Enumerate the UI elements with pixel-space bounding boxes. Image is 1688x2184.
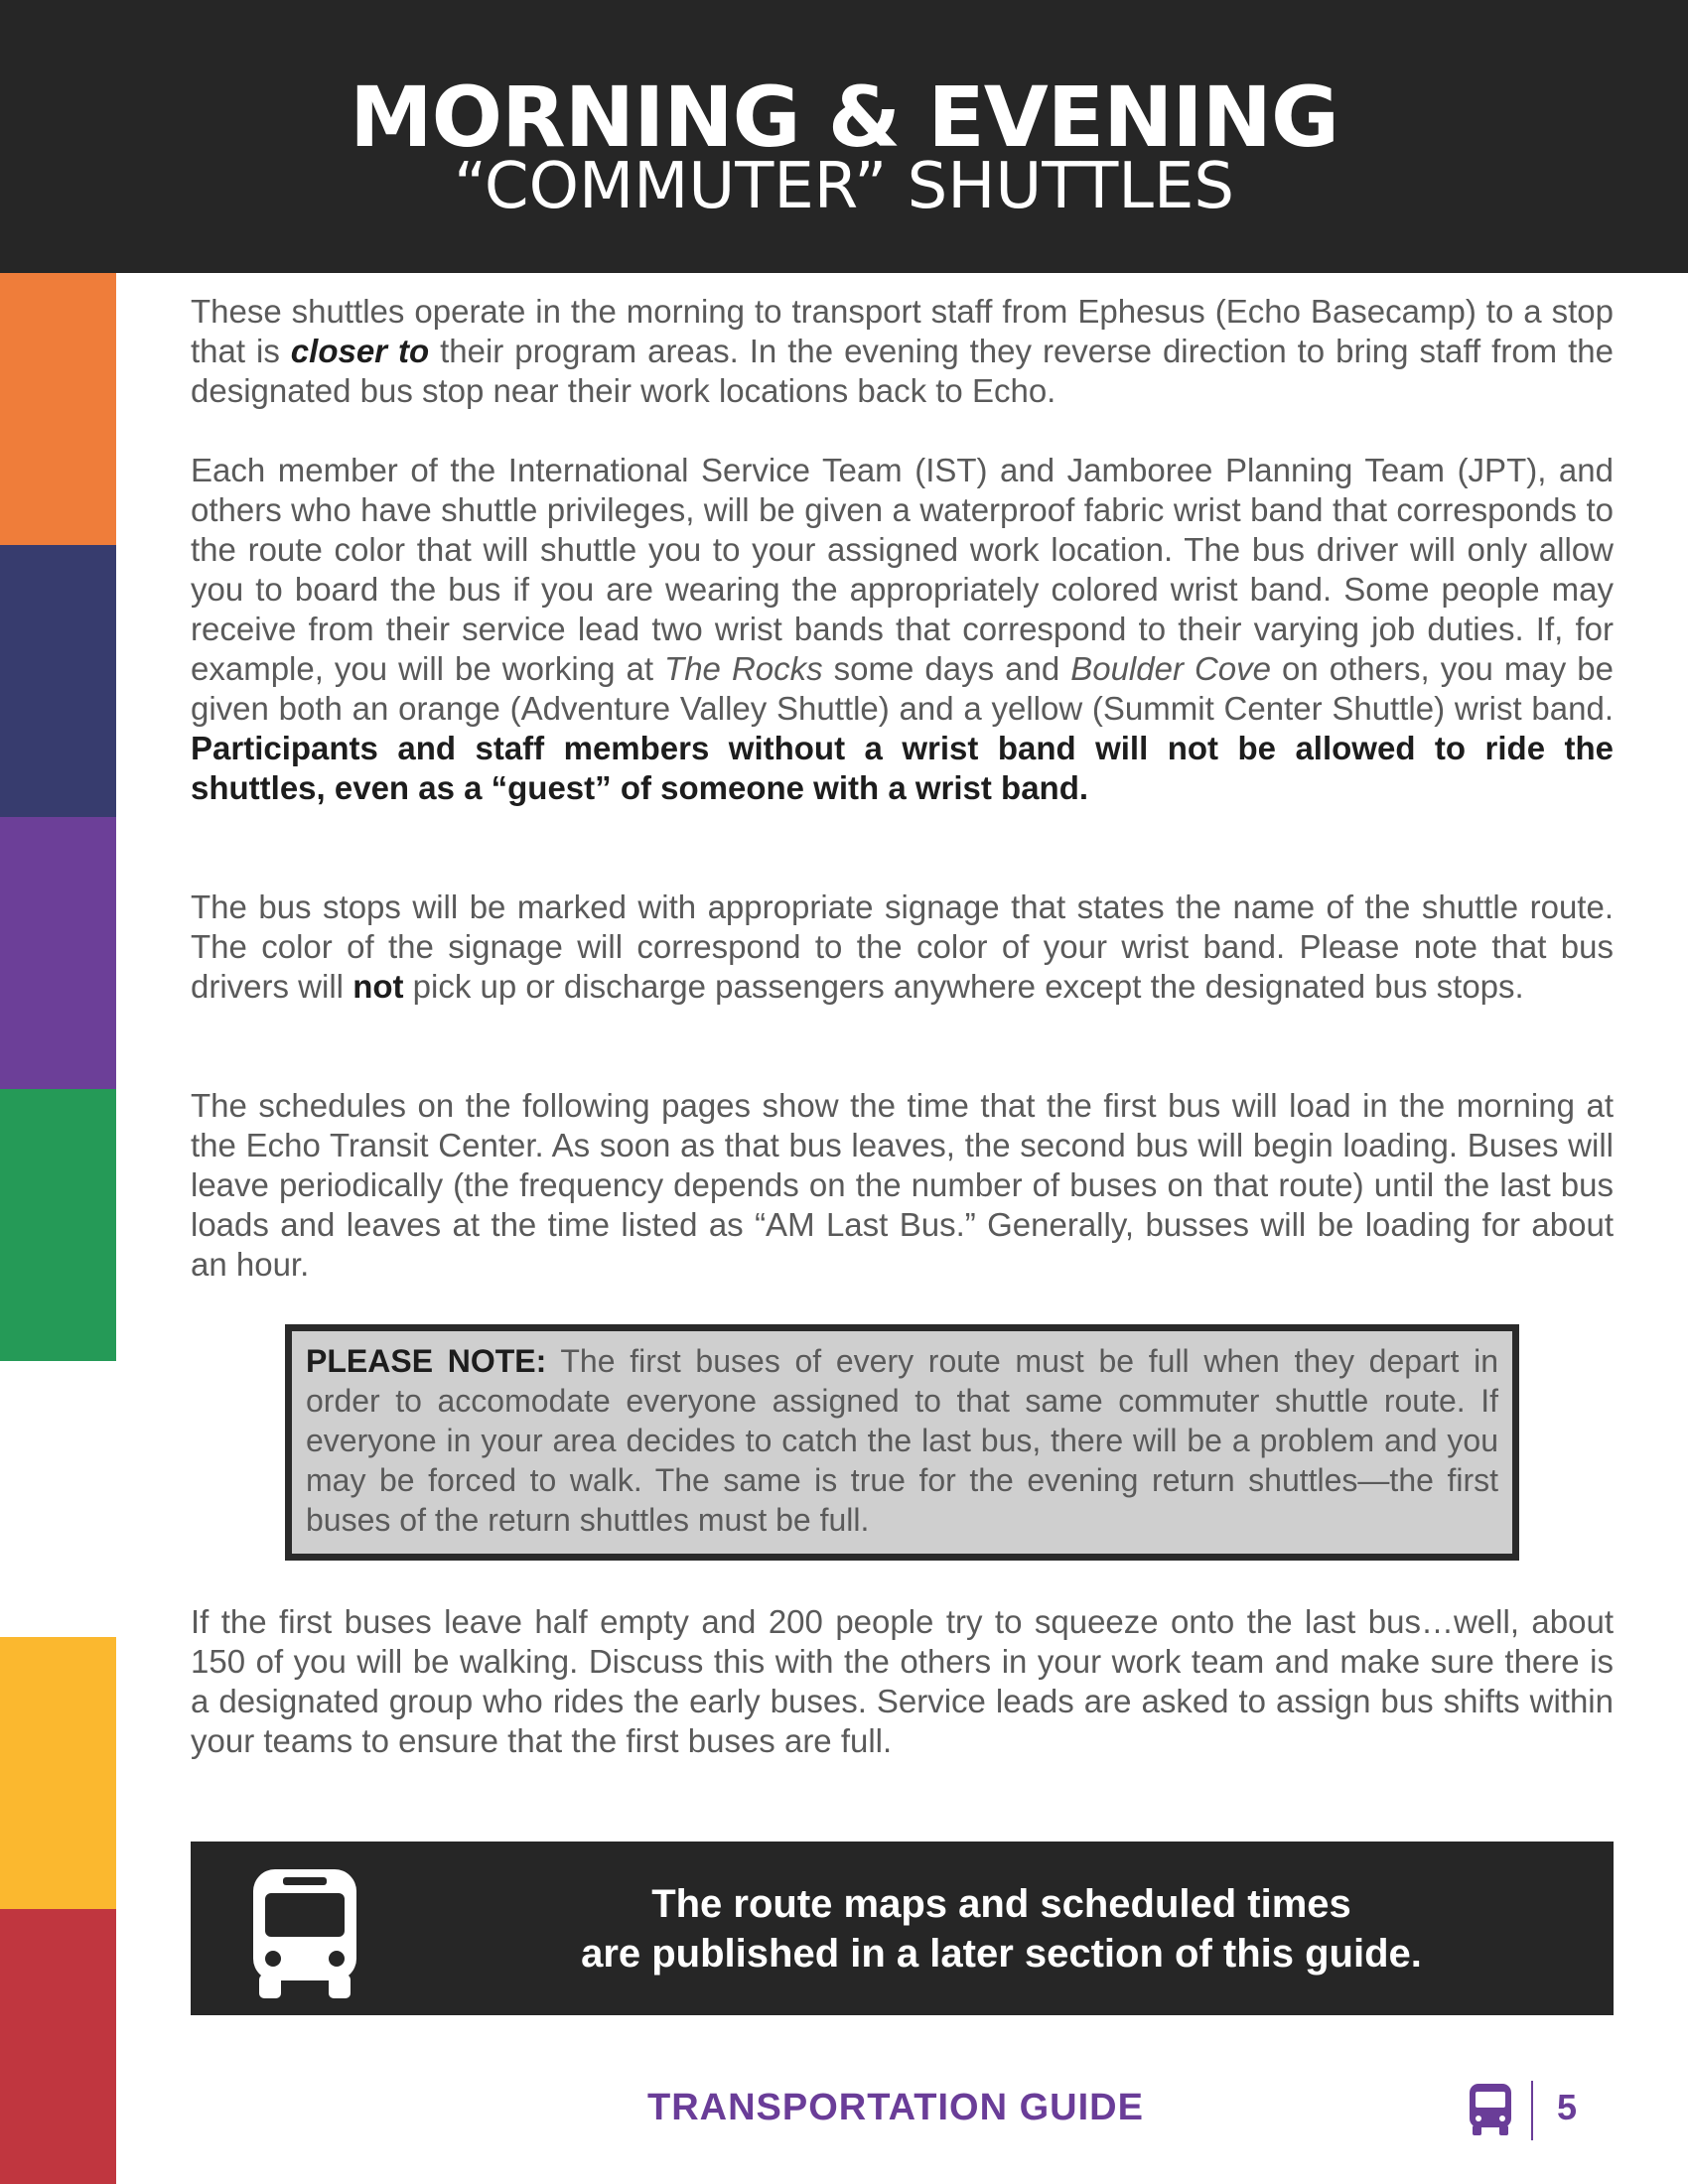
- page-number: 5: [1557, 2087, 1578, 2127]
- color-stripe-orange: [0, 273, 116, 545]
- paragraph-wrist-bands: Each member of the International Service Team (IST) and Jamboree Planning Team (JPT), and others who have shuttle privileges, will be given a waterproof fabric wrist band that corresponds to the route color that will shuttle you to your assigned work location. The bus driver will only allow you to board the bus if you are wearing the appropriately colored wrist band. Some people may receive from their service lead two wrist bands that correspond to their varying job duties. If, for example, you will be working at The Rocks some days and Boulder Cove on others, you may be given both an orange (Adventure Valley Shuttle) and a yellow (Summit Center Shuttle) wrist band. Participants and staff members without a wrist band will not be allowed to ride the shuttles, even as a “guest” of someone with a wrist band.: [191, 452, 1614, 806]
- footer-title: TRANSPORTATION GUIDE: [647, 2087, 1144, 2128]
- page-header: [0, 0, 1688, 273]
- color-stripe-red: [0, 1909, 116, 2184]
- paragraph-schedules: The schedules on the following pages show the time that the first bus will load in the morning at the Echo Transit Center. As soon as that bus leaves, the second bus will begin loading. Buses will leave periodically (the frequency depends on the number of buses on that route) until the last bus loads and leaves at the time listed as “AM Last Bus.” Generally, busses will be loading for about an hour.: [191, 1087, 1614, 1283]
- bus-icon: [245, 1863, 364, 2002]
- color-stripe-purple: [0, 817, 116, 1089]
- note-text: The first buses of every route must be full when they depart in order to accomodate everyone assigned to that same commuter shuttle route. If everyone in your area decides to catch the last bus, there will be a problem and you may be forced to walk. The same is true for the evening return shuttles—the first buses of the return shuttles must be full.: [306, 1343, 1499, 1538]
- emphasis-closer-to: closer to: [290, 333, 430, 369]
- banner-text: The route maps and scheduled times are published in a later section of this guide.: [581, 1882, 1422, 1976]
- paragraph-first-buses: If the first buses leave half empty and 200 people try to squeeze onto the last bus…well, about 150 of you will be walking. Discuss this with the others in your work team and make sure there is a designated group who rides the early buses. Service leads are asked to assign bus shifts within your teams to ensure that the first buses are full.: [191, 1603, 1614, 1759]
- page-title: MORNING & EVENING: [350, 68, 1338, 166]
- page-subtitle: “COMMUTER” SHUTTLES: [454, 150, 1234, 223]
- color-stripe-navy: [0, 545, 116, 817]
- wrist-band-warning: Participants and staff members without a wrist band will not be allowed to ride the shuttles, even as a “guest” of someone with a wrist band.: [191, 730, 1614, 806]
- color-stripe-yellow: [0, 1637, 116, 1909]
- paragraph-bus-stops: The bus stops will be marked with appropriate signage that states the name of the shuttle route. The color of the signage will correspond to the color of your wrist band. Please note that bus drivers will not pick up or discharge passengers anywhere except the designated bus stops.: [191, 888, 1614, 1005]
- route-maps-banner: [191, 1842, 1614, 2015]
- paragraph-intro: These shuttles operate in the morning to transport staff from Ephesus (Echo Basecamp) to a stop that is closer to their program areas. In the evening they reverse direction to bring staff from the designated bus stop near their work locations back to Echo.: [191, 293, 1615, 409]
- bus-icon: [1468, 2082, 1513, 2137]
- note-label: PLEASE NOTE:: [306, 1343, 547, 1379]
- please-note-box: [285, 1324, 1519, 1561]
- footer-divider: [1531, 2081, 1533, 2140]
- color-stripe-green: [0, 1089, 116, 1361]
